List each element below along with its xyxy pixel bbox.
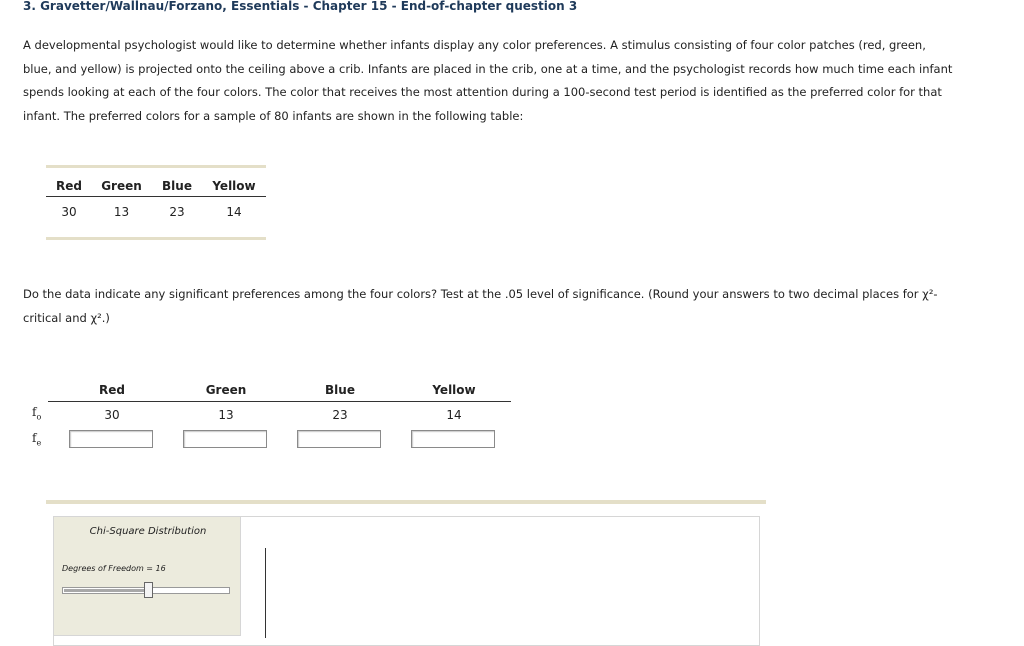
fe-input-green[interactable] xyxy=(183,430,267,448)
tool-title: Chi-Square Distribution xyxy=(89,526,207,537)
data-table-header-red: Red xyxy=(56,179,82,193)
answer-header-yellow: Yellow xyxy=(432,383,476,397)
fe-label-sub: e xyxy=(36,438,42,448)
data-table-value-blue: 23 xyxy=(169,205,185,219)
answer-header-red: Red xyxy=(99,383,125,397)
fo-value-green: 13 xyxy=(218,408,234,422)
data-table-value-yellow: 14 xyxy=(226,205,242,219)
slider-fill xyxy=(64,589,150,592)
slider-thumb[interactable] xyxy=(144,582,153,598)
question-title: 3. Gravetter/Wallnau/Forzano, Essentials - Chapter 15 - End-of-chapter question 3 xyxy=(23,0,578,13)
tool-top-rule xyxy=(46,500,766,504)
fo-value-blue: 23 xyxy=(332,408,348,422)
fe-input-red[interactable] xyxy=(69,430,153,448)
question-prompt: Do the data indicate any significant preferences among the four colors? Test at the .05 level of significance. (Round your answers to two decimal places for χ²-critical and χ².) xyxy=(23,287,938,325)
question-intro: A developmental psychologist would like to determine whether infants display any color preferences. A stimulus consisting of four color patches (red, green, blue, and yellow) is projected onto the ceiling above a crib. Infants are placed in the crib, one at a time, and the psychologist records how much time each infant spends looking at each of the four colors. The color that receives the most attention during a 100-second test period is identified as the preferred color for that infant. The preferred colors for a sample of 80 infants are shown in the following table: xyxy=(23,38,953,123)
data-table-header-blue: Blue xyxy=(162,179,192,193)
answer-header-green: Green xyxy=(205,383,247,397)
fe-input-blue[interactable] xyxy=(297,430,381,448)
distribution-y-axis xyxy=(265,548,266,638)
data-table-value-green: 13 xyxy=(113,205,130,219)
fo-label xyxy=(32,405,41,421)
answer-header-blue: Blue xyxy=(325,383,355,397)
fe-label-letter: f xyxy=(32,431,37,445)
fo-value-red: 30 xyxy=(104,408,120,422)
fo-value-yellow: 14 xyxy=(446,408,462,422)
data-table-value-red: 30 xyxy=(61,205,77,219)
data-table-divider xyxy=(46,196,266,197)
data-table-header-yellow: Yellow xyxy=(212,179,256,193)
fe-label xyxy=(32,431,41,447)
data-table xyxy=(46,165,266,240)
degrees-of-freedom-label: Degrees of Freedom = 16 xyxy=(62,564,166,573)
fo-label-letter: f xyxy=(32,405,37,419)
chi-square-control-panel xyxy=(53,516,241,636)
fo-label-sub: o xyxy=(36,412,42,422)
data-table-header-green: Green xyxy=(101,179,142,193)
fe-input-yellow[interactable] xyxy=(411,430,495,448)
answer-table-divider xyxy=(48,401,511,402)
